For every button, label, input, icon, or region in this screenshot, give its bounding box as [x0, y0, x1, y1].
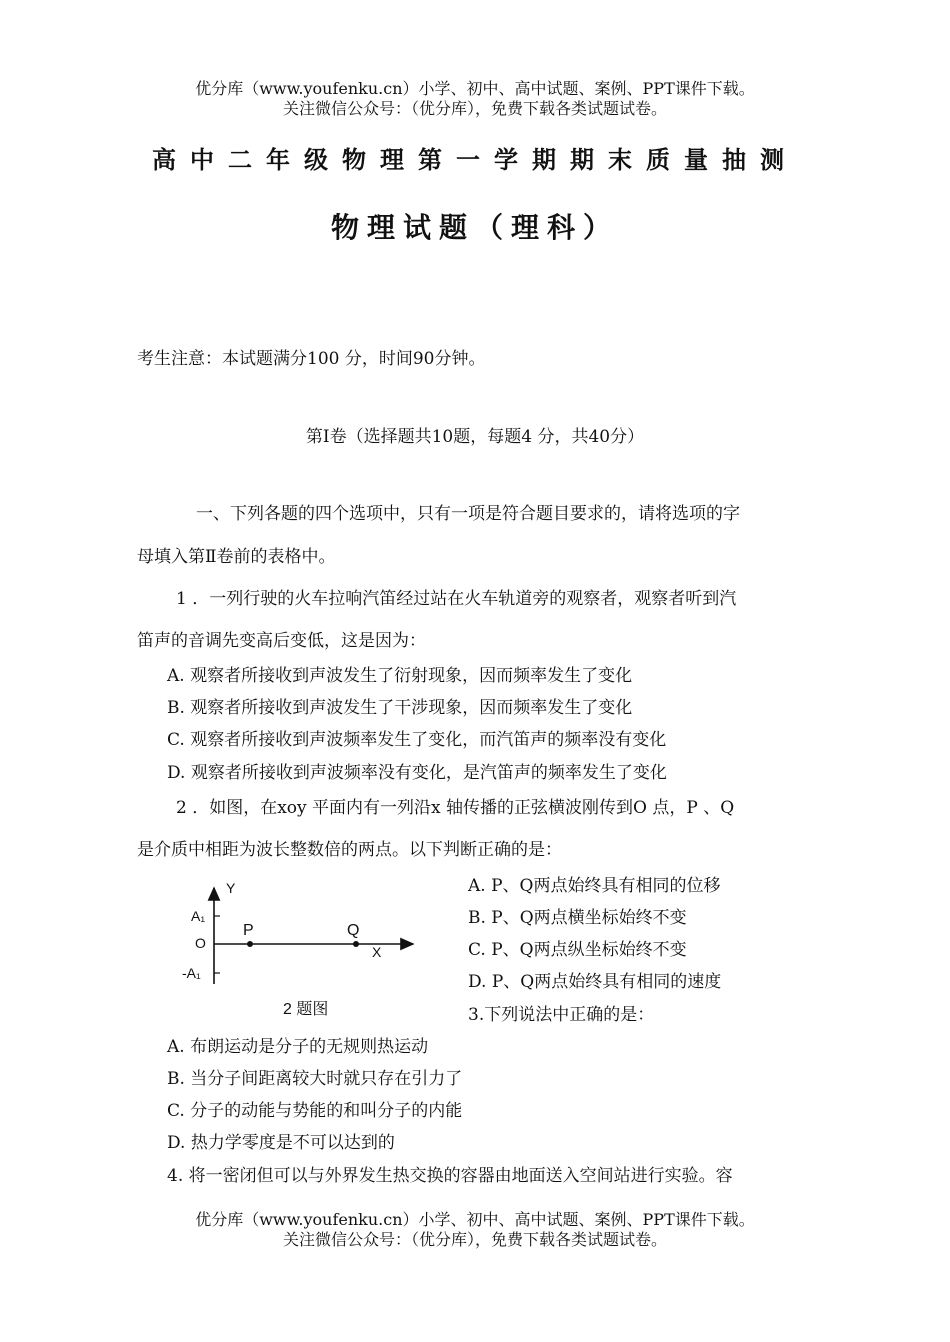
instructions-line-1: 一、下列各题的四个选项中，只有一项是符合题目要求的，请将选项的字: [196, 504, 740, 524]
q2-figure-caption: 2 题图: [283, 1001, 329, 1018]
q2-option-a: A. P、Q两点始终具有相同的位移: [468, 876, 721, 896]
point-q-dot: [353, 941, 359, 947]
exam-notice: 考生注意：本试题满分100 分，时间90分钟。: [137, 349, 486, 369]
exam-title: 高中二年级物理第一学期期末质量抽测: [152, 145, 798, 174]
q1-stem-line-2: 笛声的音调先变高后变低，这是因为：: [137, 631, 426, 651]
exam-subtitle: 物理试题（理科）: [330, 211, 619, 244]
q2-stem-line-1: 2 ．如图，在xoy 平面内有一列沿x 轴传播的正弦横波刚传到O 点，P 、Q: [176, 798, 735, 818]
q4-stem-line-1: 4. 将一密闭但可以与外界发生热交换的容器由地面送入空间站进行实验。容: [167, 1166, 733, 1186]
q2-option-d: D. P、Q两点始终具有相同的速度: [468, 972, 722, 992]
section-heading: 第Ⅰ卷（选择题共10题，每题4 分，共40分）: [305, 427, 645, 447]
q3-option-d: D. 热力学零度是不可以达到的: [167, 1133, 395, 1153]
q3-stem: 3.下列说法中正确的是：: [468, 1005, 655, 1025]
q2-option-b: B. P、Q两点横坐标始终不变: [468, 908, 687, 928]
q2-option-c: C. P、Q两点纵坐标始终不变: [468, 940, 687, 960]
header-line-2: 关注微信公众号：（优分库），免费下载各类试题试卷。: [282, 99, 667, 118]
footer-line-2: 关注微信公众号：（优分库），免费下载各类试题试卷。: [282, 1230, 667, 1249]
q1-option-a: A. 观察者所接收到声波发生了衍射现象，因而频率发生了变化: [167, 666, 633, 686]
q1-option-d: D. 观察者所接收到声波频率没有变化，是汽笛声的频率发生了变化: [167, 763, 667, 783]
q3-option-a: A. 布朗运动是分子的无规则热运动: [167, 1037, 429, 1057]
q1-option-c: C. 观察者所接收到声波频率发生了变化，而汽笛声的频率没有变化: [167, 730, 667, 750]
upper-amplitude-label: A₁: [191, 908, 206, 924]
q2-figure: [170, 876, 430, 996]
q3-option-c: C. 分子的动能与势能的和叫分子的内能: [167, 1101, 463, 1121]
point-p-dot: [247, 941, 253, 947]
footer-line-1: 优分库（www.youfenku.cn）小学、初中、高中试题、案例、PPT课件下载。: [195, 1210, 755, 1229]
wave-diagram: [170, 876, 430, 996]
point-q-label: Q: [347, 922, 360, 939]
x-axis-label: X: [372, 944, 382, 960]
q3-option-b: B. 当分子间距离较大时就只存在引力了: [167, 1069, 463, 1089]
q1-stem-line-1: 1 ．一列行驶的火车拉响汽笛经过站在火车轨道旁的观察者，观察者听到汽: [176, 589, 737, 609]
instructions-line-2: 母填入第Ⅱ卷前的表格中。: [137, 547, 336, 567]
q1-option-b: B. 观察者所接收到声波发生了干涉现象，因而频率发生了变化: [167, 698, 633, 718]
y-axis-label: Y: [226, 880, 236, 896]
lower-amplitude-label: -A₁: [182, 965, 201, 981]
point-p-label: P: [243, 922, 254, 939]
origin-label: O: [195, 935, 206, 951]
header-line-1: 优分库（www.youfenku.cn）小学、初中、高中试题、案例、PPT课件下载。: [195, 79, 755, 98]
q2-stem-line-2: 是介质中相距为波长整数倍的两点。以下判断正确的是：: [137, 840, 562, 860]
